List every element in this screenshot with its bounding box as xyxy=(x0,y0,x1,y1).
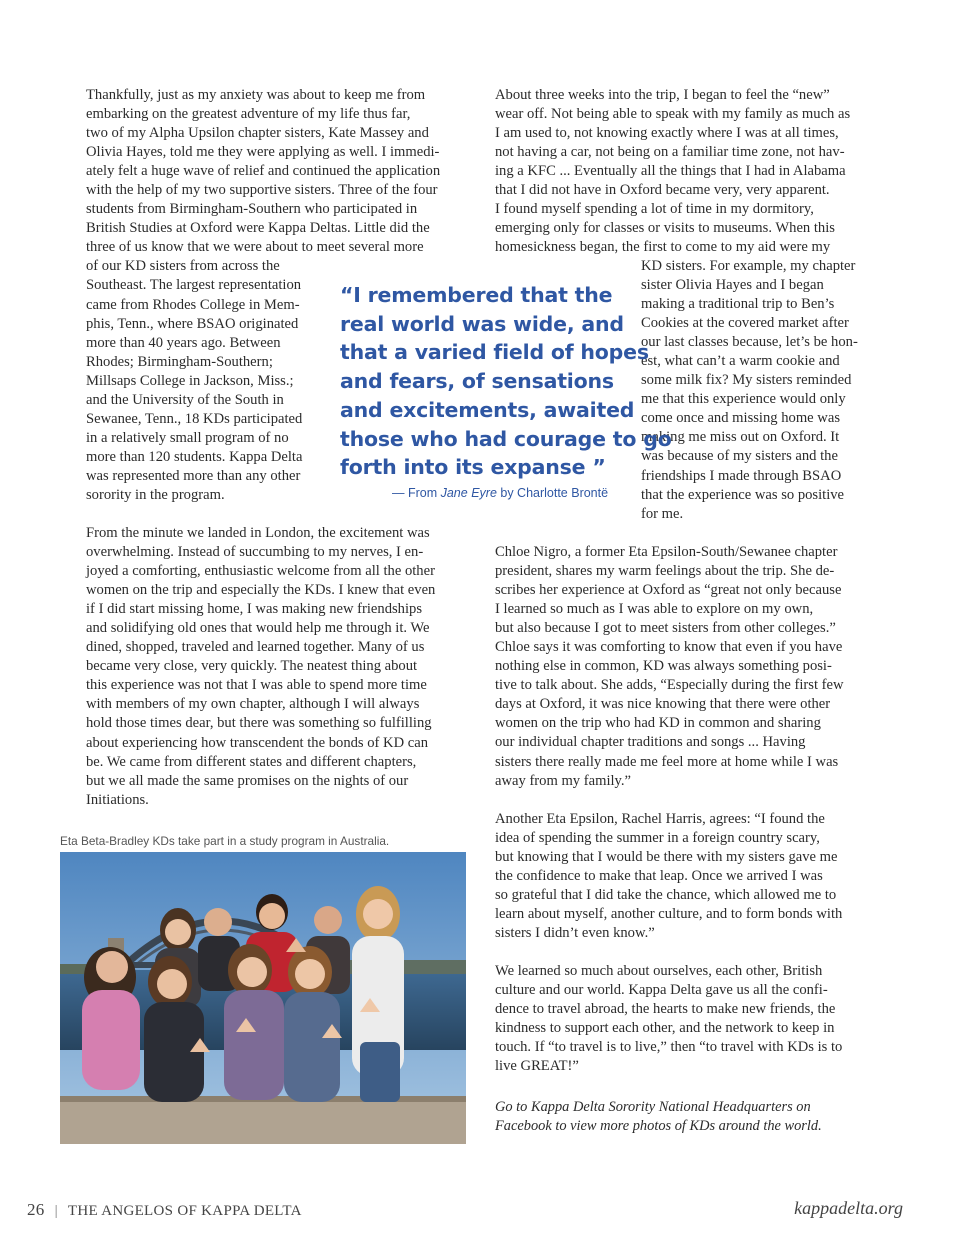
text-line: ately felt a huge wave of relief and continued the application xyxy=(86,163,441,180)
text-line: Millsaps College in Jackson, Miss.; xyxy=(86,372,294,389)
text-line: About three weeks into the trip, I began to feel the “new” xyxy=(495,87,830,103)
text-line: and fears, of sensations xyxy=(340,369,614,394)
text-line: about experiencing how transcendent the bonds of KD can xyxy=(86,734,429,751)
text-line: Another Eta Epsilon, Rachel Harris, agrees: “I found the xyxy=(495,811,825,827)
article-paragraph-london xyxy=(86,524,435,810)
text-line: that the experience was so positive xyxy=(641,486,845,503)
article-paragraph-chloe xyxy=(495,543,844,791)
text-line: for me. xyxy=(641,505,684,522)
text-line: be. We came from different states and different chapters, xyxy=(86,753,417,770)
text-line: Chloe Nigro, a former Eta Epsilon-South/Sewanee chapter xyxy=(495,544,838,560)
text-line: Cookies at the covered market after xyxy=(641,315,849,332)
text-line: forth into its expanse ” xyxy=(340,455,606,480)
text-line: some milk fix? My sisters reminded xyxy=(641,372,852,389)
text-line: sisters I didn’t even know.” xyxy=(495,925,655,942)
text-line: I am used to, not knowing exactly where I was at all times, xyxy=(495,125,839,142)
text-line: kindness to support each other, and the network to keep in xyxy=(495,1020,835,1037)
text-line: phis, Tenn., where BSAO originated xyxy=(86,315,299,332)
text-line: women on the trip who had KD in common and sharing xyxy=(495,715,821,732)
attribution-author: by Charlotte Brontë xyxy=(496,486,609,500)
text-line: and excitements, awaited xyxy=(340,397,635,422)
text-line: Go to Kappa Delta Sorority National Headquarters on xyxy=(495,1099,811,1115)
text-line: was represented more than any other xyxy=(86,467,301,484)
text-line: away from my family.” xyxy=(495,772,632,789)
text-line: emerging only for classes or visits to museums. When this xyxy=(495,220,835,237)
article-paragraph-conclusion xyxy=(495,962,842,1076)
text-line: not having a car, not being on a familiar time zone, not hav- xyxy=(495,144,845,161)
text-line: est, what can’t a warm cookie and xyxy=(641,353,840,370)
text-line: more than 120 students. Kappa Delta xyxy=(86,448,303,465)
text-line: I learned so much as I was able to explore on my own, xyxy=(495,601,814,618)
text-line: Facebook to view more photos of KDs around the world. xyxy=(495,1118,822,1134)
footer-divider: | xyxy=(54,1203,58,1219)
text-line: Chloe says it was comforting to know that even if you have xyxy=(495,639,843,656)
pull-quote-attribution xyxy=(392,486,608,500)
text-line: was because of my sisters and the xyxy=(641,448,838,465)
text-line: Rhodes; Birmingham-Southern; xyxy=(86,353,273,370)
article-paragraph-homesick-continued xyxy=(641,257,858,524)
text-line: and the University of the South in xyxy=(86,391,284,408)
text-line: dence to travel abroad, the hearts to make new friends, the xyxy=(495,1001,836,1018)
text-line: From the minute we landed in London, the excitement was xyxy=(86,525,430,541)
text-line: days at Oxford, it was nice knowing that there were other xyxy=(495,696,831,713)
article-paragraph-homesick xyxy=(495,86,850,257)
footer-publication xyxy=(27,1200,302,1220)
text-line: so grateful that I did take the chance, which allowed me to xyxy=(495,887,837,904)
text-line: students from Birmingham-Southern who participated in xyxy=(86,201,418,218)
text-line: learn about myself, another culture, and to form bonds with xyxy=(495,906,843,923)
text-line: wear off. Not being able to speak with my family as much as xyxy=(495,106,851,123)
text-line: more than 40 years ago. Between xyxy=(86,334,281,351)
text-line: tive to talk about. She adds, “Especially during the first few xyxy=(495,677,844,694)
text-line: Southeast. The largest representation xyxy=(86,277,302,294)
text-line: KD sisters. For example, my chapter xyxy=(641,258,856,274)
text-line: scribes her experience at Oxford as “great not only because xyxy=(495,582,842,599)
text-line: those who had courage to go xyxy=(340,426,672,451)
text-line: our last classes because, let’s be hon- xyxy=(641,334,858,351)
text-line: three of us know that we were about to meet several more xyxy=(86,239,424,256)
text-line: real world was wide, and xyxy=(340,311,624,336)
text-line: We learned so much about ourselves, each other, British xyxy=(495,963,823,979)
footer-website: kappadelta.org xyxy=(794,1198,903,1218)
text-line: sister Olivia Hayes and I began xyxy=(641,277,824,294)
text-line: with the help of my two supportive sisters. Three of the four xyxy=(86,182,438,199)
closing-note xyxy=(495,1098,822,1136)
article-paragraph-rachel xyxy=(495,810,842,943)
text-line: culture and our world. Kappa Delta gave us all the confi- xyxy=(495,982,828,999)
attribution-book-title: Jane Eyre xyxy=(440,486,497,500)
text-line: sorority in the program. xyxy=(86,486,225,503)
text-line: making a traditional trip to Ben’s xyxy=(641,296,835,313)
text-line: nothing else in common, KD was always something posi- xyxy=(495,658,832,675)
text-line: two of my Alpha Upsilon chapter sisters, Kate Massey and xyxy=(86,125,429,142)
text-line: ing a KFC ... Eventually all the things that I had in Alabama xyxy=(495,163,846,180)
text-line: dined, shopped, traveled and learned together. Many of us xyxy=(86,639,425,656)
text-line: women on the trip and especially the KDs. I knew that even xyxy=(86,582,436,599)
text-line: and solidifying old ones that would help me through it. We xyxy=(86,620,430,637)
text-line: sisters there really made me feel more at home while I was xyxy=(495,753,839,770)
text-line: our individual chapter traditions and songs ... Having xyxy=(495,734,806,751)
text-line: making me miss out on Oxford. It xyxy=(641,429,840,446)
publication-title: THE ANGELOS OF KAPPA DELTA xyxy=(67,1203,302,1219)
text-line: but we all made the same promises on the nights of our xyxy=(86,772,409,789)
text-line: came from Rhodes College in Mem- xyxy=(86,296,300,313)
group-photo-illustration xyxy=(60,852,466,1144)
text-line: British Studies at Oxford were Kappa Deltas. Little did the xyxy=(86,220,430,237)
text-line: that I did not have in Oxford became very, very apparent. xyxy=(495,182,830,199)
text-line: me that this experience would only xyxy=(641,391,846,408)
text-line: Sewanee, Tenn., 18 KDs participated xyxy=(86,410,303,427)
text-line: that a varied field of hopes xyxy=(340,340,649,365)
text-line: the confidence to make that leap. Once we arrived I was xyxy=(495,868,823,885)
text-line: Initiations. xyxy=(86,791,149,808)
text-line: come once and missing home was xyxy=(641,410,840,427)
text-line: but knowing that I would be there with my sisters gave me xyxy=(495,849,838,866)
text-line: with members of my own chapter, although I will always xyxy=(86,696,420,713)
text-line: touch. If “to travel is to live,” then “to travel with KDs is to xyxy=(495,1039,843,1056)
page-number: 26 xyxy=(27,1200,45,1219)
text-line: joyed a comforting, enthusiastic welcome from all the other xyxy=(86,563,435,580)
text-line: but also because I got to meet sisters from other colleges.” xyxy=(495,620,836,637)
group-photo xyxy=(60,852,466,1144)
text-line: Thankfully, just as my anxiety was about to keep me from xyxy=(86,87,426,103)
text-line: if I did start missing home, I was making new friendships xyxy=(86,601,423,618)
text-line: homesickness began, the first to come to my aid were my xyxy=(495,239,831,256)
pull-quote xyxy=(340,281,672,482)
text-line: this experience was not that I was able to spend more time xyxy=(86,677,427,694)
text-line: hold those times dear, but there was something so fulfilling xyxy=(86,715,432,732)
text-line: live GREAT!” xyxy=(495,1058,579,1075)
text-line: became very close, very quickly. The neatest thing about xyxy=(86,658,418,675)
text-line: embarking on the greatest adventure of my life thus far, xyxy=(86,106,411,123)
text-line: Olivia Hayes, told me they were applying as well. I immedi- xyxy=(86,144,440,161)
attribution-prefix: — From xyxy=(392,486,441,500)
photo-caption: Eta Beta-Bradley KDs take part in a study program in Australia. xyxy=(60,834,390,848)
text-line: of our KD sisters from across the xyxy=(86,258,280,275)
text-line: I found myself spending a lot of time in my dormitory, xyxy=(495,201,814,218)
text-line: idea of spending the summer in a foreign country scary, xyxy=(495,830,820,847)
text-line: president, shares my warm feelings about the trip. She de- xyxy=(495,563,835,580)
text-line: friendships I made through BSAO xyxy=(641,467,842,484)
text-line: “I remembered that the xyxy=(340,283,613,307)
text-line: in a relatively small program of no xyxy=(86,429,289,446)
text-line: overwhelming. Instead of succumbing to my nerves, I en- xyxy=(86,544,424,561)
